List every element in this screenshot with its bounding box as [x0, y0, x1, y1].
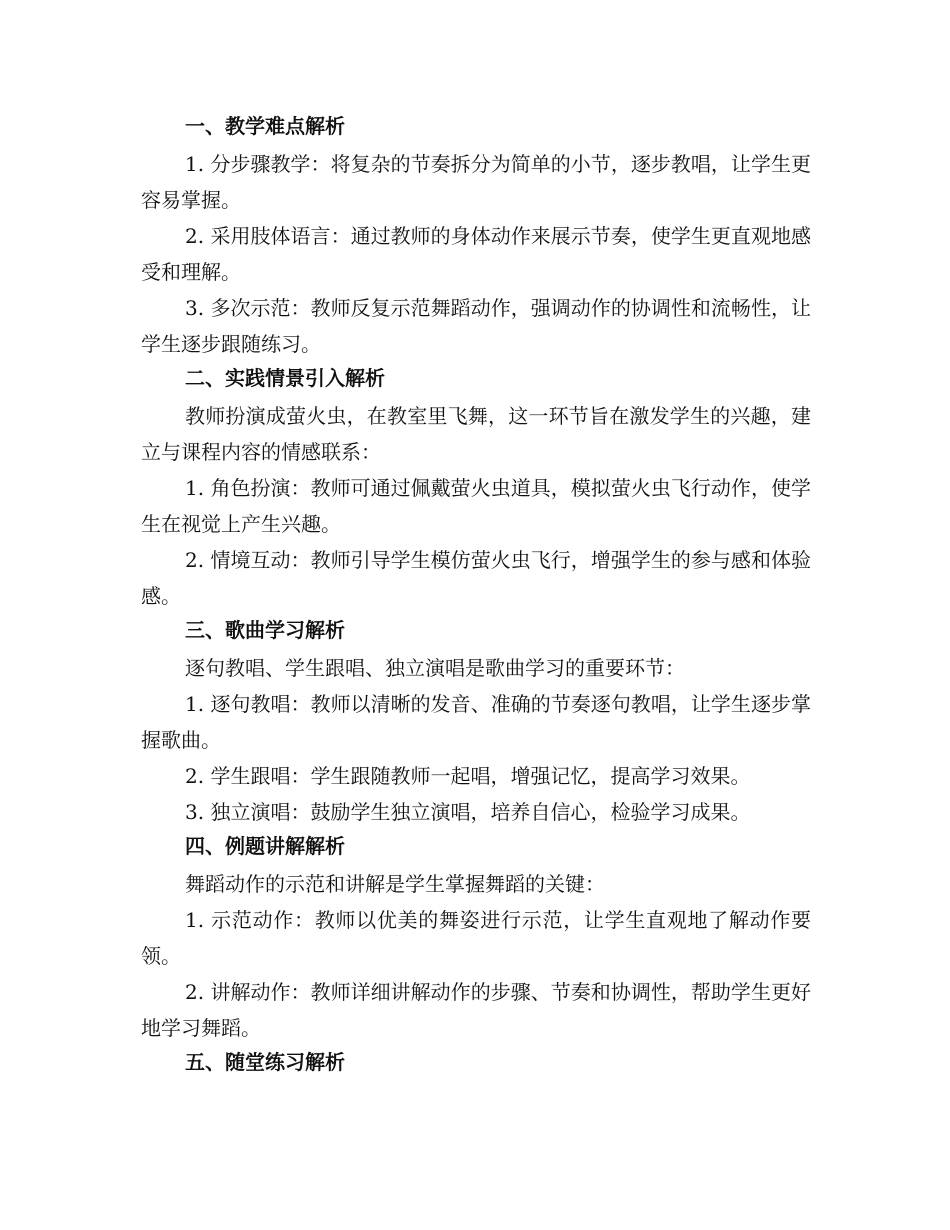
paragraph: 2. 情境互动：教师引导学生模仿萤火虫飞行，增强学生的参与感和体验感。 [141, 548, 811, 608]
paragraph: 教师扮演成萤火虫，在教室里飞舞，这一环节旨在激发学生的兴趣，建立与课程内容的情感联系： [141, 404, 811, 464]
paragraph: 1. 示范动作：教师以优美的舞姿进行示范，让学生直观地了解动作要领。 [141, 908, 811, 968]
section-song-learning [141, 614, 811, 830]
paragraph: 1. 分步骤教学：将复杂的节奏拆分为简单的小节，逐步教唱，让学生更容易掌握。 [141, 152, 811, 212]
section-heading: 三、歌曲学习解析 [185, 618, 345, 642]
paragraph: 3. 多次示范：教师反复示范舞蹈动作，强调动作的协调性和流畅性，让学生逐步跟随练习。 [141, 296, 811, 356]
paragraph: 1. 角色扮演：教师可通过佩戴萤火虫道具，模拟萤火虫飞行动作，使学生在视觉上产生兴趣。 [141, 476, 811, 536]
paragraph: 1. 逐句教唱：教师以清晰的发音、准确的节奏逐句教唱，让学生逐步掌握歌曲。 [141, 692, 811, 752]
document-page [141, 110, 811, 1082]
section-practice-scenario [141, 362, 811, 614]
section-classroom-practice [141, 1046, 811, 1078]
paragraph: 2. 学生跟唱：学生跟随教师一起唱，增强记忆，提高学习效果。 [185, 764, 751, 788]
section-heading: 一、教学难点解析 [185, 114, 345, 138]
section-heading: 二、实践情景引入解析 [185, 366, 385, 390]
paragraph: 舞蹈动作的示范和讲解是学生掌握舞蹈的关键： [185, 872, 605, 896]
section-teaching-difficulties [141, 110, 811, 362]
section-heading: 五、随堂练习解析 [185, 1050, 345, 1074]
section-example-explanation [141, 830, 811, 1046]
paragraph: 2. 采用肢体语言：通过教师的身体动作来展示节奏，使学生更直观地感受和理解。 [141, 224, 811, 284]
section-heading: 四、例题讲解解析 [185, 834, 345, 858]
paragraph: 3. 独立演唱：鼓励学生独立演唱，培养自信心，检验学习成果。 [185, 800, 751, 824]
paragraph: 逐句教唱、学生跟唱、独立演唱是歌曲学习的重要环节： [185, 656, 685, 680]
paragraph: 2. 讲解动作：教师详细讲解动作的步骤、节奏和协调性，帮助学生更好地学习舞蹈。 [141, 980, 811, 1040]
